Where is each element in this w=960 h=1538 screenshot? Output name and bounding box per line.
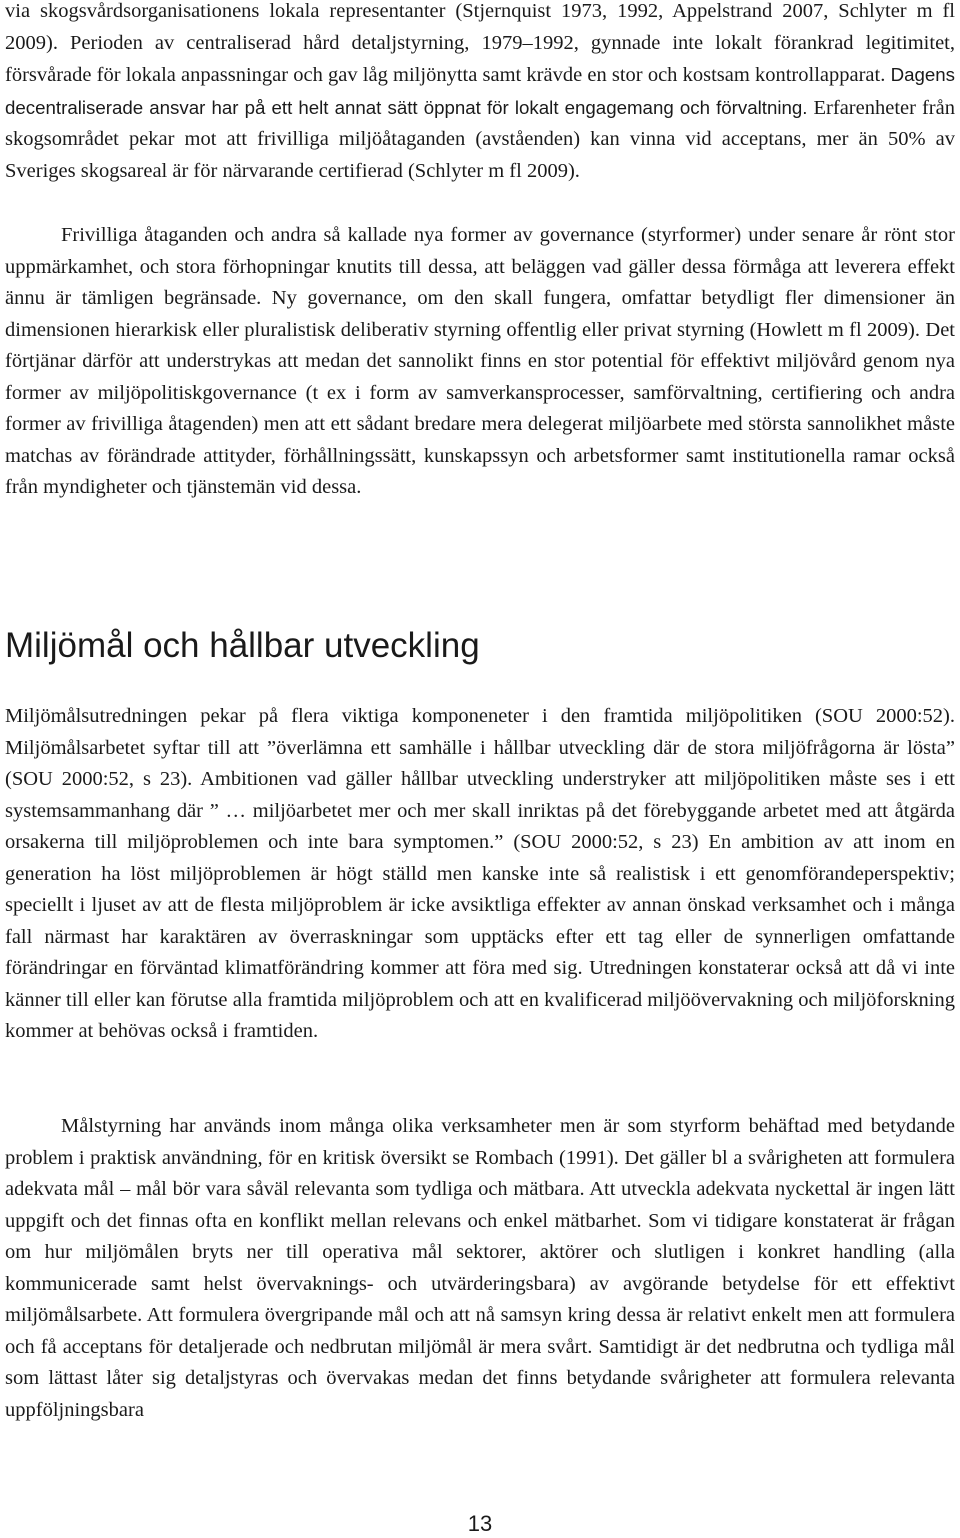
body-paragraph bbox=[5, 0, 955, 187]
body-paragraph: Målstyrning har används inom många olika verksamheter men är som styrform behäftad med betydande problem i praktisk användning, för en kritisk översikt se Rombach (1991). Det gäller bl a svårigheten att formulera adekvata mål – mål bör vara såväl relevanta som tydliga och mätbara. Att utveckla adekvata nyckettal är ingen lätt uppgift och det finnas ofta en konflikt mellan relevans och enkel mätbarhet. Som vi tidigare konstaterat är frågan om hur miljömålen bryts ner till operativa mål sektorer, aktörer och slutligen i konkret handling (alla kommunicerade samt helst övervaknings- och utvärderingsbara) av avgörande betydelse för ett effektivt miljömålsarbete. Att formulera övergripande mål och att nå samsyn kring dessa är relativt enkelt men att formulera och få acceptans för detaljerade och nedbrutan miljömål är mera svårt. Samtidigt är det nedbrutna och tydliga mål som lättast låter sig detaljstyras och övervakas medan det finns betydande svårigheter att formulera relevanta uppföljningsbara bbox=[5, 1115, 955, 1421]
body-paragraph: Frivilliga åtaganden och andra så kallade nya former av governance (styrformer) under senare år rönt stor uppmärkamhet, och stora förhopningar knutits till dessa, att beläggen vad gäller dessa förmåga att leverera effekt ännu är tämligen begränsade. Ny governance, om den skall fungera, omfattar betydligt fler dimensioner än dimensionen hierarkisk eller pluralistisk deliberativ styrning offentlig eller privat styrning (Howlett m fl 2009). Det förtjänar därför att understrykas att medan det sannolikt finns en stor potential för effektivt miljövård genom nya former av miljöpolitiskgovernance (t ex i form av samverkansprocesser, samförvaltning, certifiering och andra former av frivilliga åtagenden) men att ett sådant bredare mera delegerat miljöarbete med största sannolikhet måste matchas av förändrade attityder, förhållningssätt, kunskapssyn och arbetsformer samt institutionella ramar också från myndigheter och tjänstemän vid dessa. bbox=[5, 224, 955, 498]
paragraph-text-sans: Dagens decentraliserade ansvar har på ett helt annat sätt öppnat för lokalt engagemang och förvaltning. bbox=[5, 64, 956, 118]
page-number: 13 bbox=[467, 1511, 493, 1536]
paragraph-text: Erfarenheter från skogsområdet pekar mot att frivilliga miljöåtaganden (avståenden) kan vinna vid acceptans, mer än 50% av Sveriges skogsareal är för närvarande certifierad (Schlyter m fl 2009). bbox=[5, 96, 955, 182]
body-paragraph: Miljömålsutredningen pekar på flera viktiga komponeneter i den framtida miljöpolitiken (SOU 2000:52). Miljömålsarbetet syftar till att ”överlämna ett samhälle i hållbar utveckling där de stora miljöfrågorna är lösta” (SOU 2000:52, s 23). Ambitionen vad gäller hållbar utveckling understryker att miljöpolitiken måste ses i ett systemsammanhang där ” … miljöarbetet mer och mer skall inriktas på det förebyggande arbetet med att åtgärda orsakerna till miljöproblemen och inte bara symptomen.” (SOU 2000:52, s 23) En ambition av att inom en generation ha löst miljöproblemen är högt ställd men kanske inte så realistisk i ett genomförandeperspektiv; speciellt i ljuset av att de flesta miljöproblem är icke avsiktliga effekter av annan önskad verksamhet och i många fall närmast har karaktären av överraskningar som upptäcks efter ett tag eller de synnerligen omfattande förändringar en förväntad klimatförändring kommer att föra med sig. Utredningen konstaterar också att då vi inte känner till eller kan förutse alla framtida miljöproblem och att en kvalificerad miljöövervakning och miljöforskning kommer at behövas också i framtiden. bbox=[5, 705, 955, 1042]
paragraph-text: via skogsvårdsorganisationens lokala representanter (Stjernquist 1973, 1992, Appelstrand 2007, Schlyter m fl 2009). Perioden av centraliserad hård detaljstyrning, 1979–1992, gynnade inte lokalt förankrad legitimitet, försvårade för lokala anpassningar och gav låg miljönytta samt krävde en stor och kostsam kontrollapparat. bbox=[5, 0, 955, 86]
section-heading: Miljömål och hållbar utveckling bbox=[5, 626, 480, 665]
